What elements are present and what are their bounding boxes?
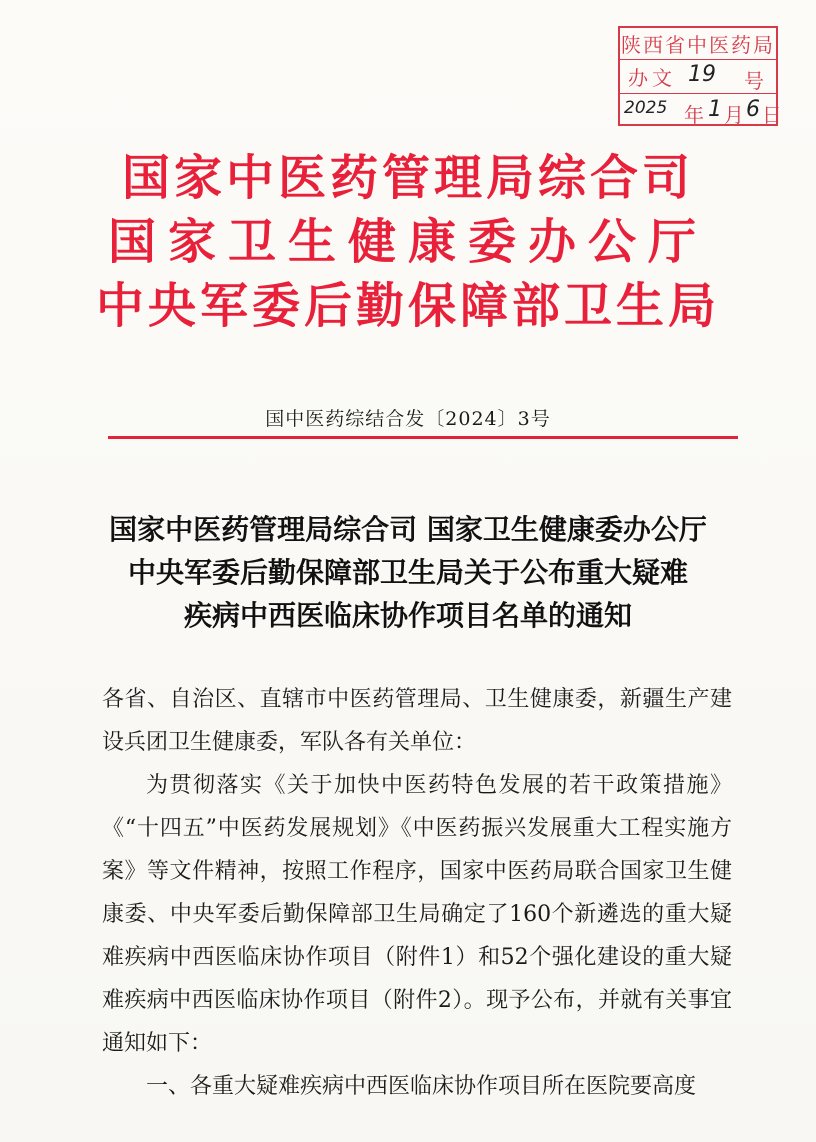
body-paragraph-1: 为贯彻落实《关于加快中医药特色发展的若干政策措施》《“十四五”中医药发展规划》《中医药振兴发展重大工程实施方案》等文件精神，按照工作程序，国家中医药局联合国家卫生健康委、中央军委后勤保障部卫生局确定了160个新遴选的重大疑难疾病中西医临床协作项目（附件1）和52个强化建设的重大疑难疾病中西医临床协作项目（附件2）。现予公布，并就有关事宜通知如下： (102, 773, 732, 1056)
red-divider (108, 436, 738, 439)
title-line-3: 疾病中西医临床协作项目名单的通知 (183, 599, 632, 632)
stamp-header: 陕西省中医药局 (620, 28, 776, 60)
stamp-doc-number: 19 (688, 62, 716, 87)
letterhead (0, 146, 816, 338)
stamp-month: 1 (708, 97, 722, 122)
letterhead-line-3: 中央军委后勤保障部卫生局 (95, 278, 720, 334)
letterhead-line-2: 国家卫生健康委办公厅 (107, 214, 708, 270)
salutation: 各省、自治区、直辖市中医药管理局、卫生健康委，新疆生产建设兵团卫生健康委，军队各有关单位： (102, 687, 732, 755)
document-title (60, 508, 756, 637)
stamp-month-unit: 月 (724, 103, 744, 127)
body-paragraph-2: 一、各重大疑难疾病中西医临床协作项目所在医院要高度 (146, 1074, 697, 1099)
letterhead-line-1: 国家中医药管理局综合司 (121, 150, 694, 206)
title-line-2: 中央军委后勤保障部卫生局关于公布重大疑难 (127, 556, 688, 589)
stamp-day: 6 (746, 97, 760, 122)
stamp-year: 2025 (624, 98, 668, 118)
document-number: 国中医药综结合发〔2024〕3号 (265, 408, 551, 430)
document-body (102, 678, 732, 1108)
stamp-doc-label: 办文 (628, 66, 676, 90)
received-stamp (618, 26, 782, 127)
title-line-1: 国家中医药管理局综合司 国家卫生健康委办公厅 (109, 513, 707, 546)
stamp-doc-row (620, 60, 776, 94)
stamp-day-unit: 日 (762, 103, 782, 127)
stamp-doc-unit: 号 (744, 69, 764, 93)
stamp-year-unit: 年 (684, 103, 704, 127)
stamp-date-row (620, 94, 782, 127)
